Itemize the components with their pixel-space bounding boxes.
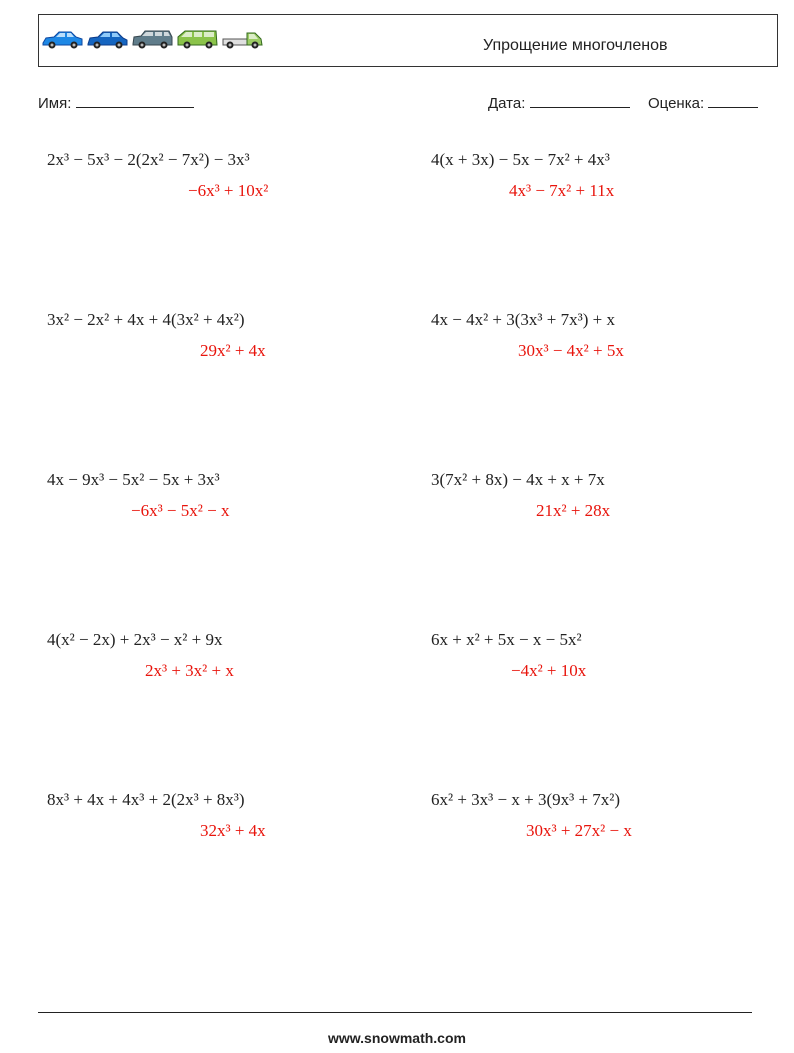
problem-2-answer: 4x³ − 7x² + 11x — [509, 181, 615, 200]
date-field[interactable] — [488, 94, 630, 112]
date-blank[interactable] — [530, 94, 630, 108]
problem-3-question: 3x² − 2x² + 4x + 4(3x² + 4x²) — [47, 310, 245, 329]
header-box — [38, 14, 778, 67]
problem-4-answer: 30x³ − 4x² + 5x — [518, 341, 624, 360]
problem-10-question: 6x² + 3x³ − x + 3(9x³ + 7x²) — [431, 790, 621, 809]
problem-6-question: 3(7x² + 8x) − 4x + x + 7x — [431, 470, 605, 489]
footer-site[interactable]: www.snowmath.com — [328, 1030, 466, 1046]
grade-label: Оценка: — [648, 95, 705, 112]
green-van-icon — [176, 29, 219, 51]
problem-7-answer: 2x³ + 3x² + x — [145, 661, 234, 680]
problem-9-question: 8x³ + 4x + 4x³ + 2(2x³ + 8x³) — [47, 790, 245, 809]
pickup-truck-icon — [221, 29, 264, 51]
problem-9-answer: 32x³ + 4x — [200, 821, 266, 840]
problem-10-answer: 30x³ + 27x² − x — [526, 821, 632, 840]
problem-8-answer: −4x² + 10x — [511, 661, 587, 680]
grade-field[interactable] — [648, 94, 758, 112]
problem-1-answer: −6x³ + 10x² — [188, 181, 269, 200]
grade-blank[interactable] — [708, 94, 758, 108]
problem-2-question: 4(x + 3x) − 5x − 7x² + 4x³ — [431, 150, 610, 169]
footer-divider — [38, 1012, 752, 1013]
problem-5-question: 4x − 9x³ − 5x² − 5x + 3x³ — [47, 470, 220, 489]
name-blank[interactable] — [76, 94, 194, 108]
grey-suv-icon — [131, 29, 174, 51]
name-label: Имя: — [38, 95, 72, 112]
problem-5-answer: −6x³ − 5x² − x — [131, 501, 230, 520]
name-field[interactable] — [38, 94, 194, 112]
problem-4-question: 4x − 4x² + 3(3x³ + 7x³) + x — [431, 310, 615, 329]
date-label: Дата: — [488, 95, 526, 112]
blue-sedan-icon — [41, 29, 84, 51]
problem-6-answer: 21x² + 28x — [536, 501, 611, 520]
page-title: Упрощение многочленов — [483, 37, 668, 54]
car-icons — [41, 29, 264, 53]
problem-1-question: 2x³ − 5x³ − 2(2x² − 7x²) − 3x³ — [47, 150, 250, 169]
blue-hatchback-icon — [86, 29, 129, 51]
problem-7-question: 4(x² − 2x) + 2x³ − x² + 9x — [47, 630, 223, 649]
problem-8-question: 6x + x² + 5x − x − 5x² — [431, 630, 582, 649]
problem-3-answer: 29x² + 4x — [200, 341, 266, 360]
